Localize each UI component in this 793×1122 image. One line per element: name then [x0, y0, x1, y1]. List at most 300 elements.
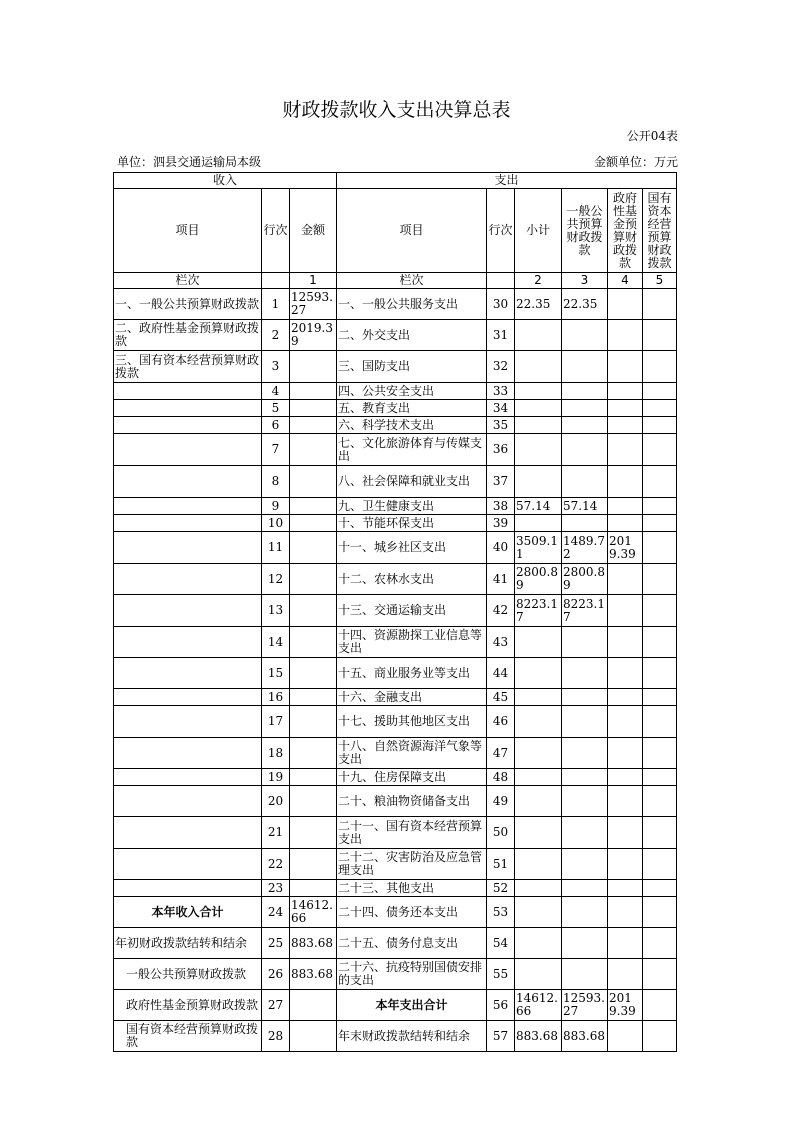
income-row-no: 6 [262, 417, 290, 434]
state-capital-value [643, 786, 677, 817]
income-item: 政府性基金预算财政拨款 [114, 990, 262, 1021]
state-capital-header: 国有资本经营预算财政拨款 [643, 189, 677, 273]
col-index-3: 3 [562, 273, 608, 289]
income-amount [290, 786, 337, 817]
income-item [114, 769, 262, 786]
gov-fund-value: 2019.39 [608, 990, 643, 1021]
state-capital-value [643, 400, 677, 417]
subtotal-value [515, 897, 562, 928]
state-capital-value [643, 990, 677, 1021]
income-amount [290, 880, 337, 897]
general-budget-value [562, 383, 608, 400]
income-row-no: 7 [262, 434, 290, 466]
state-capital-value [643, 928, 677, 959]
expense-item: 十二、农林水支出 [337, 564, 487, 595]
table-row [114, 627, 677, 658]
general-budget-value: 1489.72 [562, 532, 608, 564]
expense-row-no: 40 [487, 532, 515, 564]
expense-header: 支出 [337, 173, 677, 189]
income-row-no: 27 [262, 990, 290, 1021]
subtotal-value [515, 417, 562, 434]
expense-row-no: 42 [487, 595, 515, 627]
income-amount [290, 466, 337, 498]
state-capital-value [643, 689, 677, 706]
income-amount [290, 738, 337, 769]
gov-fund-value [608, 434, 643, 466]
income-row-no: 24 [262, 897, 290, 928]
expense-item: 一、一般公共服务支出 [337, 289, 487, 320]
expense-row-no: 53 [487, 897, 515, 928]
income-amount [290, 498, 337, 515]
expense-item: 十八、自然资源海洋气象等支出 [337, 738, 487, 769]
state-capital-value [643, 434, 677, 466]
income-item [114, 689, 262, 706]
expense-row-no: 57 [487, 1021, 515, 1052]
gov-fund-value [608, 928, 643, 959]
state-capital-value [643, 959, 677, 990]
income-amount [290, 400, 337, 417]
state-capital-value [643, 515, 677, 532]
expense-row-no: 49 [487, 786, 515, 817]
expense-row-no: 30 [487, 289, 515, 320]
subtotal-value [515, 706, 562, 738]
income-item [114, 880, 262, 897]
state-capital-value [643, 849, 677, 880]
income-amount: 883.68 [290, 959, 337, 990]
subtotal-value [515, 817, 562, 849]
income-row-no: 5 [262, 400, 290, 417]
subtotal-value [515, 928, 562, 959]
general-budget-value [562, 959, 608, 990]
income-item [114, 706, 262, 738]
state-capital-value [643, 880, 677, 897]
expense-row-no: 34 [487, 400, 515, 417]
general-budget-value [562, 786, 608, 817]
income-item [114, 417, 262, 434]
income-amount: 14612.66 [290, 897, 337, 928]
expense-item: 二十五、债务付息支出 [337, 928, 487, 959]
gov-fund-value: 2019.39 [608, 532, 643, 564]
expense-item: 十九、住房保障支出 [337, 769, 487, 786]
income-item [114, 627, 262, 658]
income-amount [290, 769, 337, 786]
gov-fund-value [608, 400, 643, 417]
expense-row-no: 48 [487, 769, 515, 786]
table-row [114, 289, 677, 320]
state-capital-value [643, 627, 677, 658]
income-item-header: 项目 [114, 189, 262, 273]
general-budget-value [562, 817, 608, 849]
expense-item: 三、国防支出 [337, 351, 487, 383]
gov-fund-value [608, 417, 643, 434]
expense-item: 八、社会保障和就业支出 [337, 466, 487, 498]
section-header-row [114, 173, 677, 189]
gov-fund-value [608, 320, 643, 351]
income-item: 年初财政拨款结转和结余 [114, 928, 262, 959]
table-row [114, 564, 677, 595]
expense-item: 二十二、灾害防治及应急管理支出 [337, 849, 487, 880]
income-amount [290, 817, 337, 849]
income-item [114, 786, 262, 817]
income-item: 国有资本经营预算财政拨款 [114, 1021, 262, 1052]
income-header: 收入 [114, 173, 337, 189]
expense-item: 二十四、债务还本支出 [337, 897, 487, 928]
state-capital-value [643, 595, 677, 627]
income-amount [290, 351, 337, 383]
state-capital-value [643, 289, 677, 320]
amount-unit: 金额单位：万元 [593, 155, 678, 169]
subtotal-value: 14612.66 [515, 990, 562, 1021]
income-item: 三、国有资本经营预算财政拨款 [114, 351, 262, 383]
expense-rowno-header: 行次 [487, 189, 515, 273]
income-item [114, 434, 262, 466]
expense-row-no: 43 [487, 627, 515, 658]
expense-item: 九、卫生健康支出 [337, 498, 487, 515]
subtotal-value [515, 320, 562, 351]
general-budget-value [562, 400, 608, 417]
income-item: 一般公共预算财政拨款 [114, 959, 262, 990]
state-capital-value [643, 897, 677, 928]
subtotal-value [515, 515, 562, 532]
expense-row-no: 37 [487, 466, 515, 498]
income-amount [290, 515, 337, 532]
expense-row-no: 54 [487, 928, 515, 959]
general-budget-value [562, 434, 608, 466]
state-capital-value [643, 417, 677, 434]
expense-item: 十七、援助其他地区支出 [337, 706, 487, 738]
income-row-no: 11 [262, 532, 290, 564]
subtotal-header: 小计 [515, 189, 562, 273]
col-index-2: 2 [515, 273, 562, 289]
expense-row-no: 46 [487, 706, 515, 738]
subtotal-value: 8223.17 [515, 595, 562, 627]
table-row [114, 769, 677, 786]
income-item [114, 738, 262, 769]
subtotal-value [515, 880, 562, 897]
table-row [114, 786, 677, 817]
expense-item: 六、科学技术支出 [337, 417, 487, 434]
expense-item: 本年支出合计 [337, 990, 487, 1021]
subtotal-value: 57.14 [515, 498, 562, 515]
gov-fund-value [608, 817, 643, 849]
general-budget-value [562, 417, 608, 434]
expense-item: 十一、城乡社区支出 [337, 532, 487, 564]
income-item [114, 400, 262, 417]
col-index-4: 4 [608, 273, 643, 289]
col-label: 栏次 [114, 273, 262, 289]
subtotal-value: 3509.11 [515, 532, 562, 564]
gov-fund-value [608, 849, 643, 880]
column-index-row [114, 273, 677, 289]
expense-item: 十、节能环保支出 [337, 515, 487, 532]
general-budget-header: 一般公共预算财政拨款 [562, 189, 608, 273]
income-row-no: 12 [262, 564, 290, 595]
income-row-no: 20 [262, 786, 290, 817]
table-row [114, 417, 677, 434]
state-capital-value [643, 466, 677, 498]
state-capital-value [643, 564, 677, 595]
income-row-no: 16 [262, 689, 290, 706]
col-label: 栏次 [337, 273, 487, 289]
subtotal-value [515, 434, 562, 466]
general-budget-value [562, 689, 608, 706]
income-item [114, 466, 262, 498]
income-row-no: 13 [262, 595, 290, 627]
table-row [114, 928, 677, 959]
table-row [114, 466, 677, 498]
table-row [114, 738, 677, 769]
expense-row-no: 33 [487, 383, 515, 400]
general-budget-value: 883.68 [562, 1021, 608, 1052]
table-row [114, 706, 677, 738]
state-capital-value [643, 706, 677, 738]
gov-fund-value [608, 738, 643, 769]
expense-row-no: 39 [487, 515, 515, 532]
gov-fund-value [608, 706, 643, 738]
general-budget-value [562, 769, 608, 786]
state-capital-value [643, 383, 677, 400]
income-amount [290, 990, 337, 1021]
table-row [114, 532, 677, 564]
state-capital-value [643, 532, 677, 564]
income-row-no: 22 [262, 849, 290, 880]
state-capital-value [643, 769, 677, 786]
subtotal-value [515, 769, 562, 786]
subtotal-value [515, 959, 562, 990]
general-budget-value [562, 738, 608, 769]
gov-fund-value [608, 515, 643, 532]
income-item [114, 658, 262, 689]
income-amount [290, 706, 337, 738]
col-index-5: 5 [643, 273, 677, 289]
general-budget-value [562, 627, 608, 658]
income-row-no: 28 [262, 1021, 290, 1052]
expense-item: 二十三、其他支出 [337, 880, 487, 897]
general-budget-value [562, 928, 608, 959]
income-item [114, 817, 262, 849]
subtotal-value: 883.68 [515, 1021, 562, 1052]
expense-item: 二、外交支出 [337, 320, 487, 351]
expense-row-no: 41 [487, 564, 515, 595]
subtotal-value [515, 627, 562, 658]
subtotal-value [515, 786, 562, 817]
income-row-no: 15 [262, 658, 290, 689]
general-budget-value [562, 515, 608, 532]
income-row-no: 8 [262, 466, 290, 498]
table-row [114, 434, 677, 466]
expense-item: 五、教育支出 [337, 400, 487, 417]
income-row-no: 1 [262, 289, 290, 320]
general-budget-value [562, 849, 608, 880]
expense-item-header: 项目 [337, 189, 487, 273]
subtotal-value [515, 689, 562, 706]
subtotal-value [515, 466, 562, 498]
form-number: 公开04表 [626, 129, 678, 143]
general-budget-value [562, 897, 608, 928]
income-row-no: 25 [262, 928, 290, 959]
fiscal-summary-table [113, 172, 677, 1052]
gov-fund-value [608, 769, 643, 786]
table-row [114, 595, 677, 627]
income-amount-header: 金额 [290, 189, 337, 273]
expense-item: 二十、粮油物资储备支出 [337, 786, 487, 817]
expense-row-no: 35 [487, 417, 515, 434]
expense-row-no: 36 [487, 434, 515, 466]
income-amount [290, 383, 337, 400]
income-row-no: 9 [262, 498, 290, 515]
subtotal-value: 2800.89 [515, 564, 562, 595]
income-row-no: 2 [262, 320, 290, 351]
expense-item: 十六、金融支出 [337, 689, 487, 706]
income-row-no: 10 [262, 515, 290, 532]
income-item [114, 595, 262, 627]
expense-row-no: 32 [487, 351, 515, 383]
income-item [114, 564, 262, 595]
income-item [114, 383, 262, 400]
income-rowno-header: 行次 [262, 189, 290, 273]
gov-fund-value [608, 786, 643, 817]
general-budget-value: 22.35 [562, 289, 608, 320]
subtotal-value [515, 849, 562, 880]
income-row-no: 3 [262, 351, 290, 383]
general-budget-value [562, 658, 608, 689]
gov-fund-value [608, 658, 643, 689]
income-amount [290, 849, 337, 880]
income-row-no: 19 [262, 769, 290, 786]
income-row-no: 21 [262, 817, 290, 849]
col-index-1: 1 [290, 273, 337, 289]
income-item: 二、政府性基金预算财政拨款 [114, 320, 262, 351]
table-row [114, 320, 677, 351]
general-budget-value [562, 880, 608, 897]
income-amount [290, 564, 337, 595]
expense-row-no: 31 [487, 320, 515, 351]
table-row [114, 515, 677, 532]
expense-row-no: 38 [487, 498, 515, 515]
income-amount [290, 1021, 337, 1052]
income-row-no: 18 [262, 738, 290, 769]
state-capital-value [643, 817, 677, 849]
income-item: 一、一般公共预算财政拨款 [114, 289, 262, 320]
income-row-no: 23 [262, 880, 290, 897]
table-row [114, 880, 677, 897]
subtotal-value: 22.35 [515, 289, 562, 320]
general-budget-value [562, 466, 608, 498]
general-budget-value: 12593.27 [562, 990, 608, 1021]
column-header-row [114, 189, 677, 273]
table-row [114, 498, 677, 515]
gov-fund-value [608, 351, 643, 383]
expense-row-no: 51 [487, 849, 515, 880]
income-amount [290, 595, 337, 627]
table-row [114, 658, 677, 689]
expense-item: 十三、交通运输支出 [337, 595, 487, 627]
subtotal-value [515, 351, 562, 383]
income-item: 本年收入合计 [114, 897, 262, 928]
gov-fund-value [608, 595, 643, 627]
income-row-no: 4 [262, 383, 290, 400]
income-item [114, 498, 262, 515]
expense-row-no: 47 [487, 738, 515, 769]
page-title: 财政拨款收入支出决算总表 [282, 99, 511, 121]
general-budget-value: 57.14 [562, 498, 608, 515]
income-amount: 883.68 [290, 928, 337, 959]
gov-fund-value [608, 564, 643, 595]
table-row [114, 990, 677, 1021]
col-blank [487, 273, 515, 289]
gov-fund-value [608, 959, 643, 990]
expense-item: 二十六、抗疫特别国债安排的支出 [337, 959, 487, 990]
gov-fund-header: 政府性基金预算财政拨款 [608, 189, 643, 273]
general-budget-value [562, 320, 608, 351]
income-amount: 2019.39 [290, 320, 337, 351]
state-capital-value [643, 498, 677, 515]
income-amount [290, 417, 337, 434]
subtotal-value [515, 400, 562, 417]
gov-fund-value [608, 289, 643, 320]
gov-fund-value [608, 1021, 643, 1052]
expense-item: 二十一、国有资本经营预算支出 [337, 817, 487, 849]
gov-fund-value [608, 466, 643, 498]
expense-item: 十五、商业服务业等支出 [337, 658, 487, 689]
state-capital-value [643, 658, 677, 689]
state-capital-value [643, 351, 677, 383]
expense-row-no: 50 [487, 817, 515, 849]
income-amount [290, 658, 337, 689]
expense-row-no: 56 [487, 990, 515, 1021]
expense-item: 四、公共安全支出 [337, 383, 487, 400]
income-amount [290, 532, 337, 564]
table-row [114, 400, 677, 417]
gov-fund-value [608, 498, 643, 515]
income-item [114, 515, 262, 532]
expense-row-no: 52 [487, 880, 515, 897]
subtotal-value [515, 658, 562, 689]
table-row [114, 817, 677, 849]
expense-item: 七、文化旅游体育与传媒支出 [337, 434, 487, 466]
income-amount: 12593.27 [290, 289, 337, 320]
income-row-no: 26 [262, 959, 290, 990]
table-row [114, 351, 677, 383]
unit-label: 单位：泗县交通运输局本级 [117, 155, 262, 169]
state-capital-value [643, 1021, 677, 1052]
table-row [114, 383, 677, 400]
income-item [114, 532, 262, 564]
gov-fund-value [608, 880, 643, 897]
general-budget-value [562, 351, 608, 383]
subtotal-value [515, 738, 562, 769]
income-row-no: 14 [262, 627, 290, 658]
subtotal-value [515, 383, 562, 400]
table-row [114, 689, 677, 706]
gov-fund-value [608, 627, 643, 658]
general-budget-value [562, 706, 608, 738]
income-amount [290, 689, 337, 706]
income-row-no: 17 [262, 706, 290, 738]
table-row [114, 959, 677, 990]
expense-row-no: 55 [487, 959, 515, 990]
col-blank [262, 273, 290, 289]
table-row [114, 897, 677, 928]
income-amount [290, 627, 337, 658]
state-capital-value [643, 738, 677, 769]
general-budget-value: 2800.89 [562, 564, 608, 595]
expense-row-no: 44 [487, 658, 515, 689]
table-row [114, 849, 677, 880]
general-budget-value: 8223.17 [562, 595, 608, 627]
gov-fund-value [608, 897, 643, 928]
income-amount [290, 434, 337, 466]
